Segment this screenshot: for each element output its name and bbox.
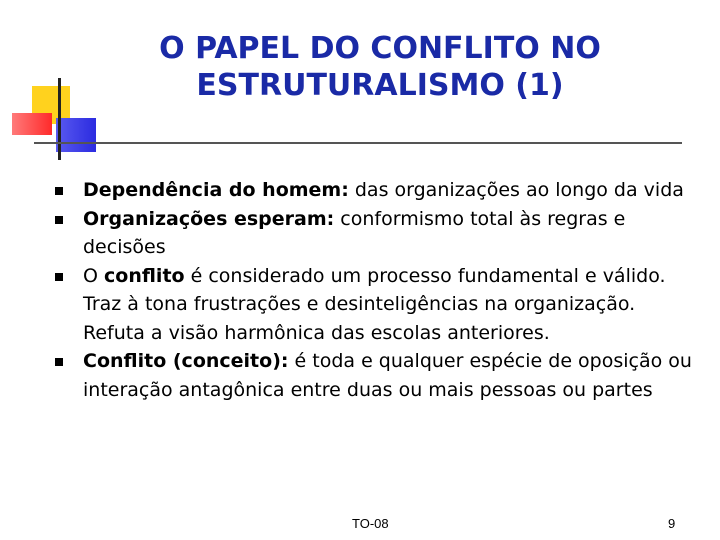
bullet-text: conformismo total às regras e decisões <box>83 207 626 258</box>
slide-title-line-2: ESTRUTURALISMO (1) <box>196 68 564 103</box>
bullet-item <box>0 176 720 205</box>
bullet-item <box>0 205 720 262</box>
bullet-item <box>0 347 720 404</box>
bullet-bold-text: conflito <box>104 264 185 287</box>
decor-blue-square <box>56 118 96 152</box>
decor-vertical-line <box>58 78 61 160</box>
square-bullet-icon <box>55 273 63 281</box>
bullet-prefix-text: O <box>83 264 104 287</box>
bullet-text: é toda e qualquer espécie de oposição ou interação antagônica entre duas ou mais pessoas ou partes <box>83 350 692 401</box>
bullet-item <box>0 262 720 348</box>
page-number: 9 <box>668 516 676 531</box>
slide-title <box>120 30 640 104</box>
bullet-bold-text: Organizações esperam: <box>83 207 335 230</box>
bullet-text: é considerado um processo fundamental e válido. Traz à tona frustrações e desinteligências na organização. Refuta a visão harmônica das escolas anteriores. <box>83 264 666 344</box>
title-underline <box>34 142 682 144</box>
bullet-bold-text: Dependência do homem: <box>83 179 349 201</box>
slide-title-line-1: O PAPEL DO CONFLITO NO <box>159 31 601 66</box>
bullet-list <box>0 176 720 404</box>
square-bullet-icon <box>55 358 63 366</box>
square-bullet-icon <box>55 216 63 224</box>
footer-code: TO-08 <box>352 516 389 531</box>
bullet-text: das organizações ao longo da vida <box>348 179 684 201</box>
decor-red-bar <box>12 113 52 135</box>
square-bullet-icon <box>55 187 63 195</box>
bullet-bold-text: Conflito (conceito): <box>83 350 289 372</box>
